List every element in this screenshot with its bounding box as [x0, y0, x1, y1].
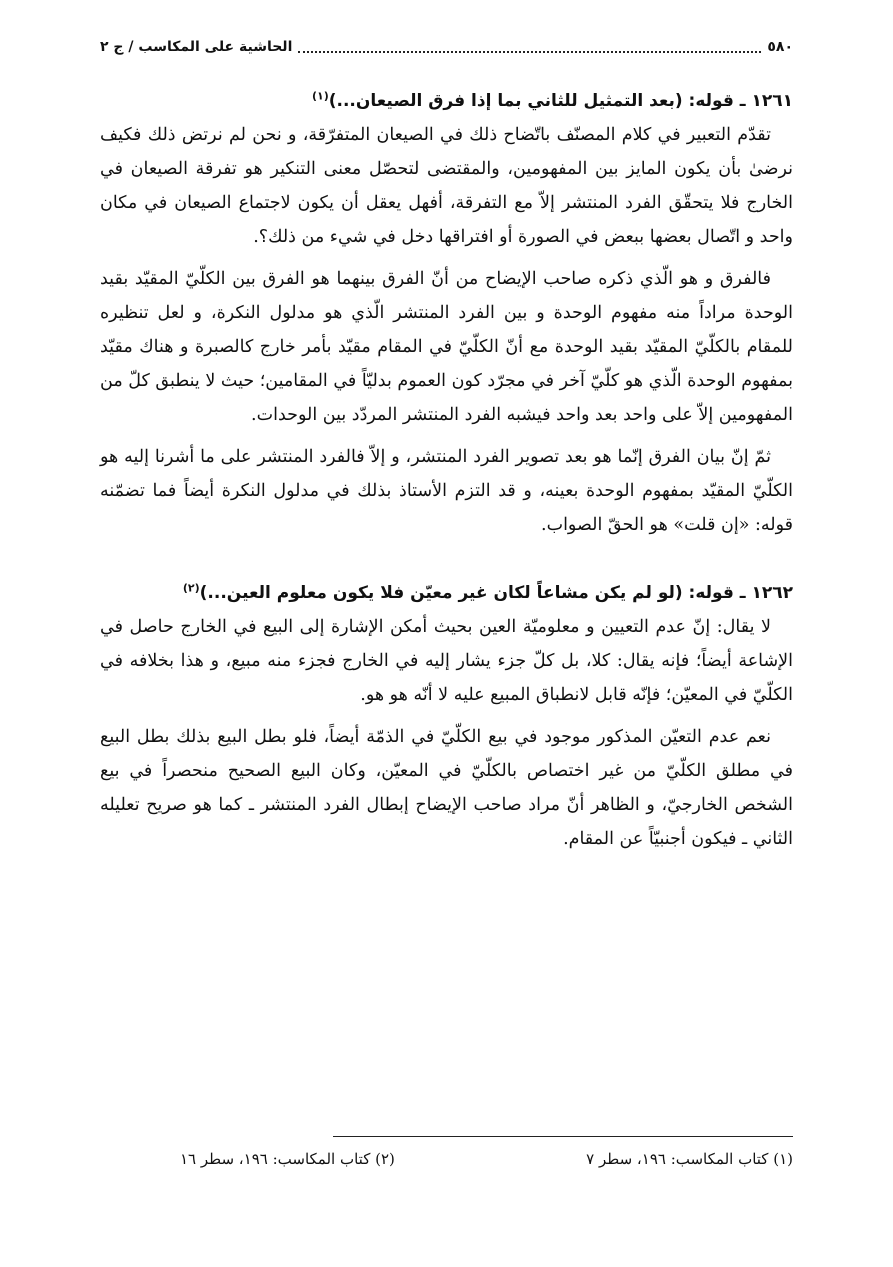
section-gap — [100, 550, 793, 576]
paragraph: لا يقال: إنّ عدم التعيين و معلوميّة العين بحيث أمكن الإشارة إلى البيع في الخارج حاصل في الإشاعة أيضاً؛ فإنه يقال: كلا، بل كلّ جزء يشار إليه في الخارج فجزء منه مبيع، و هذا بخلافه في الكلّيّ في المعيّن؛ فإنّه قابل لانطباق المبيع عليه لا أنّه هو هو. — [100, 617, 793, 705]
footnote-reference: (١) — [311, 89, 329, 103]
footnote-1: (١) كتاب المكاسب: ١٩٦، سطر ٧ — [586, 1150, 793, 1168]
running-title: الحاشية على المكاسب / ج ٢ — [100, 39, 293, 55]
section-1262 — [100, 576, 793, 856]
entry-title-text: ١٢٦٢ ـ قوله: (لو لم يكن مشاعاً لكان غير معيّن فلا يكون معلوم العين...) — [199, 583, 793, 603]
paragraph: ثمّ إنّ بيان الفرق إنّما هو بعد تصوير الفرد المنتشر، و إلاّ فالفرد المنتشر على ما أشرنا إليه هو الكلّيّ المقيّد بمفهوم الوحدة بعينه، و قد التزم الأستاذ بذلك في مدلول النكرة أيضاً فما تضمّنه قوله: «إن قلت» هو الحقّ الصواب. — [100, 447, 793, 535]
footnote-divider — [333, 1136, 793, 1137]
header-dot-leader — [298, 41, 761, 53]
footnotes — [180, 1150, 793, 1168]
entry-title-text: ١٢٦١ ـ قوله: (بعد التمثيل للثاني بما إذا فرق الصيعان...) — [328, 91, 793, 111]
entry-title — [100, 84, 793, 118]
page-header — [100, 34, 793, 60]
paragraph: فالفرق و هو الّذي ذكره صاحب الإيضاح من أنّ الفرق بينهما هو الفرق بين الكلّيّ المقيّد بقيد الوحدة مراداً منه مفهوم الوحدة و بين الفرد المنتشر الّذي هو مدلول النكرة، و لعل تنظيره للمقام بالكلّيّ المقيّد بقيد الوحدة مع أنّ الكلّيّ في المقام مقيّد بأمر خارج كالصبرة و هناك مقيّد بمفهوم الوحدة الّذي هو كلّيّ آخر في مجرّد كون العموم بدليّاً في المقامين؛ حيث لا ينطبق كلّ من المفهومين إلاّ على واحد بعد واحد فيشبه الفرد المنتشر المردّد بين الوحدات. — [100, 269, 793, 425]
section-1261 — [100, 84, 793, 542]
entry-title — [100, 576, 793, 610]
paragraph: نعم عدم التعيّن المذكور موجود في بيع الكلّيّ في الذمّة أيضاً، فلو بطل البيع بذلك بطل البيع في مطلق الكلّيّ من غير اختصاص بالكلّيّ في المعيّن، وكان البيع الصحيح منحصراً في بيع الشخص الخارجيّ، و الظاهر أنّ مراد صاحب الإيضاح إبطال الفرد المنتشر ـ كما هو صريح تعليله الثاني ـ فيكون أجنبيّاً عن المقام. — [100, 727, 793, 849]
footnote-reference: (٢) — [182, 581, 200, 595]
page-number: ٥٨٠ — [767, 39, 793, 55]
page-body — [100, 84, 793, 864]
footnote-2: (٢) كتاب المكاسب: ١٩٦، سطر ١٦ — [180, 1150, 395, 1168]
paragraph: تقدّم التعبير في كلام المصنّف باتّضاح ذلك في الصيعان المتفرّقة، و نحن لم نرتض ذلك فكيف نرضىٰ بأن يكون المايز بين المفهومين، والمقتضى لتحصّل معنى التنكير هو تفرقة الصيعان في الخارج فلا يتحقّق الفرد المنتشر إلاّ مع التفرقة، أفهل يعقل أن يكون لاجتماع الصيعان في مكان واحد و اتّصال بعضها ببعض في الصورة أو افتراقها دخل في شيء من ذلك؟. — [100, 125, 793, 247]
